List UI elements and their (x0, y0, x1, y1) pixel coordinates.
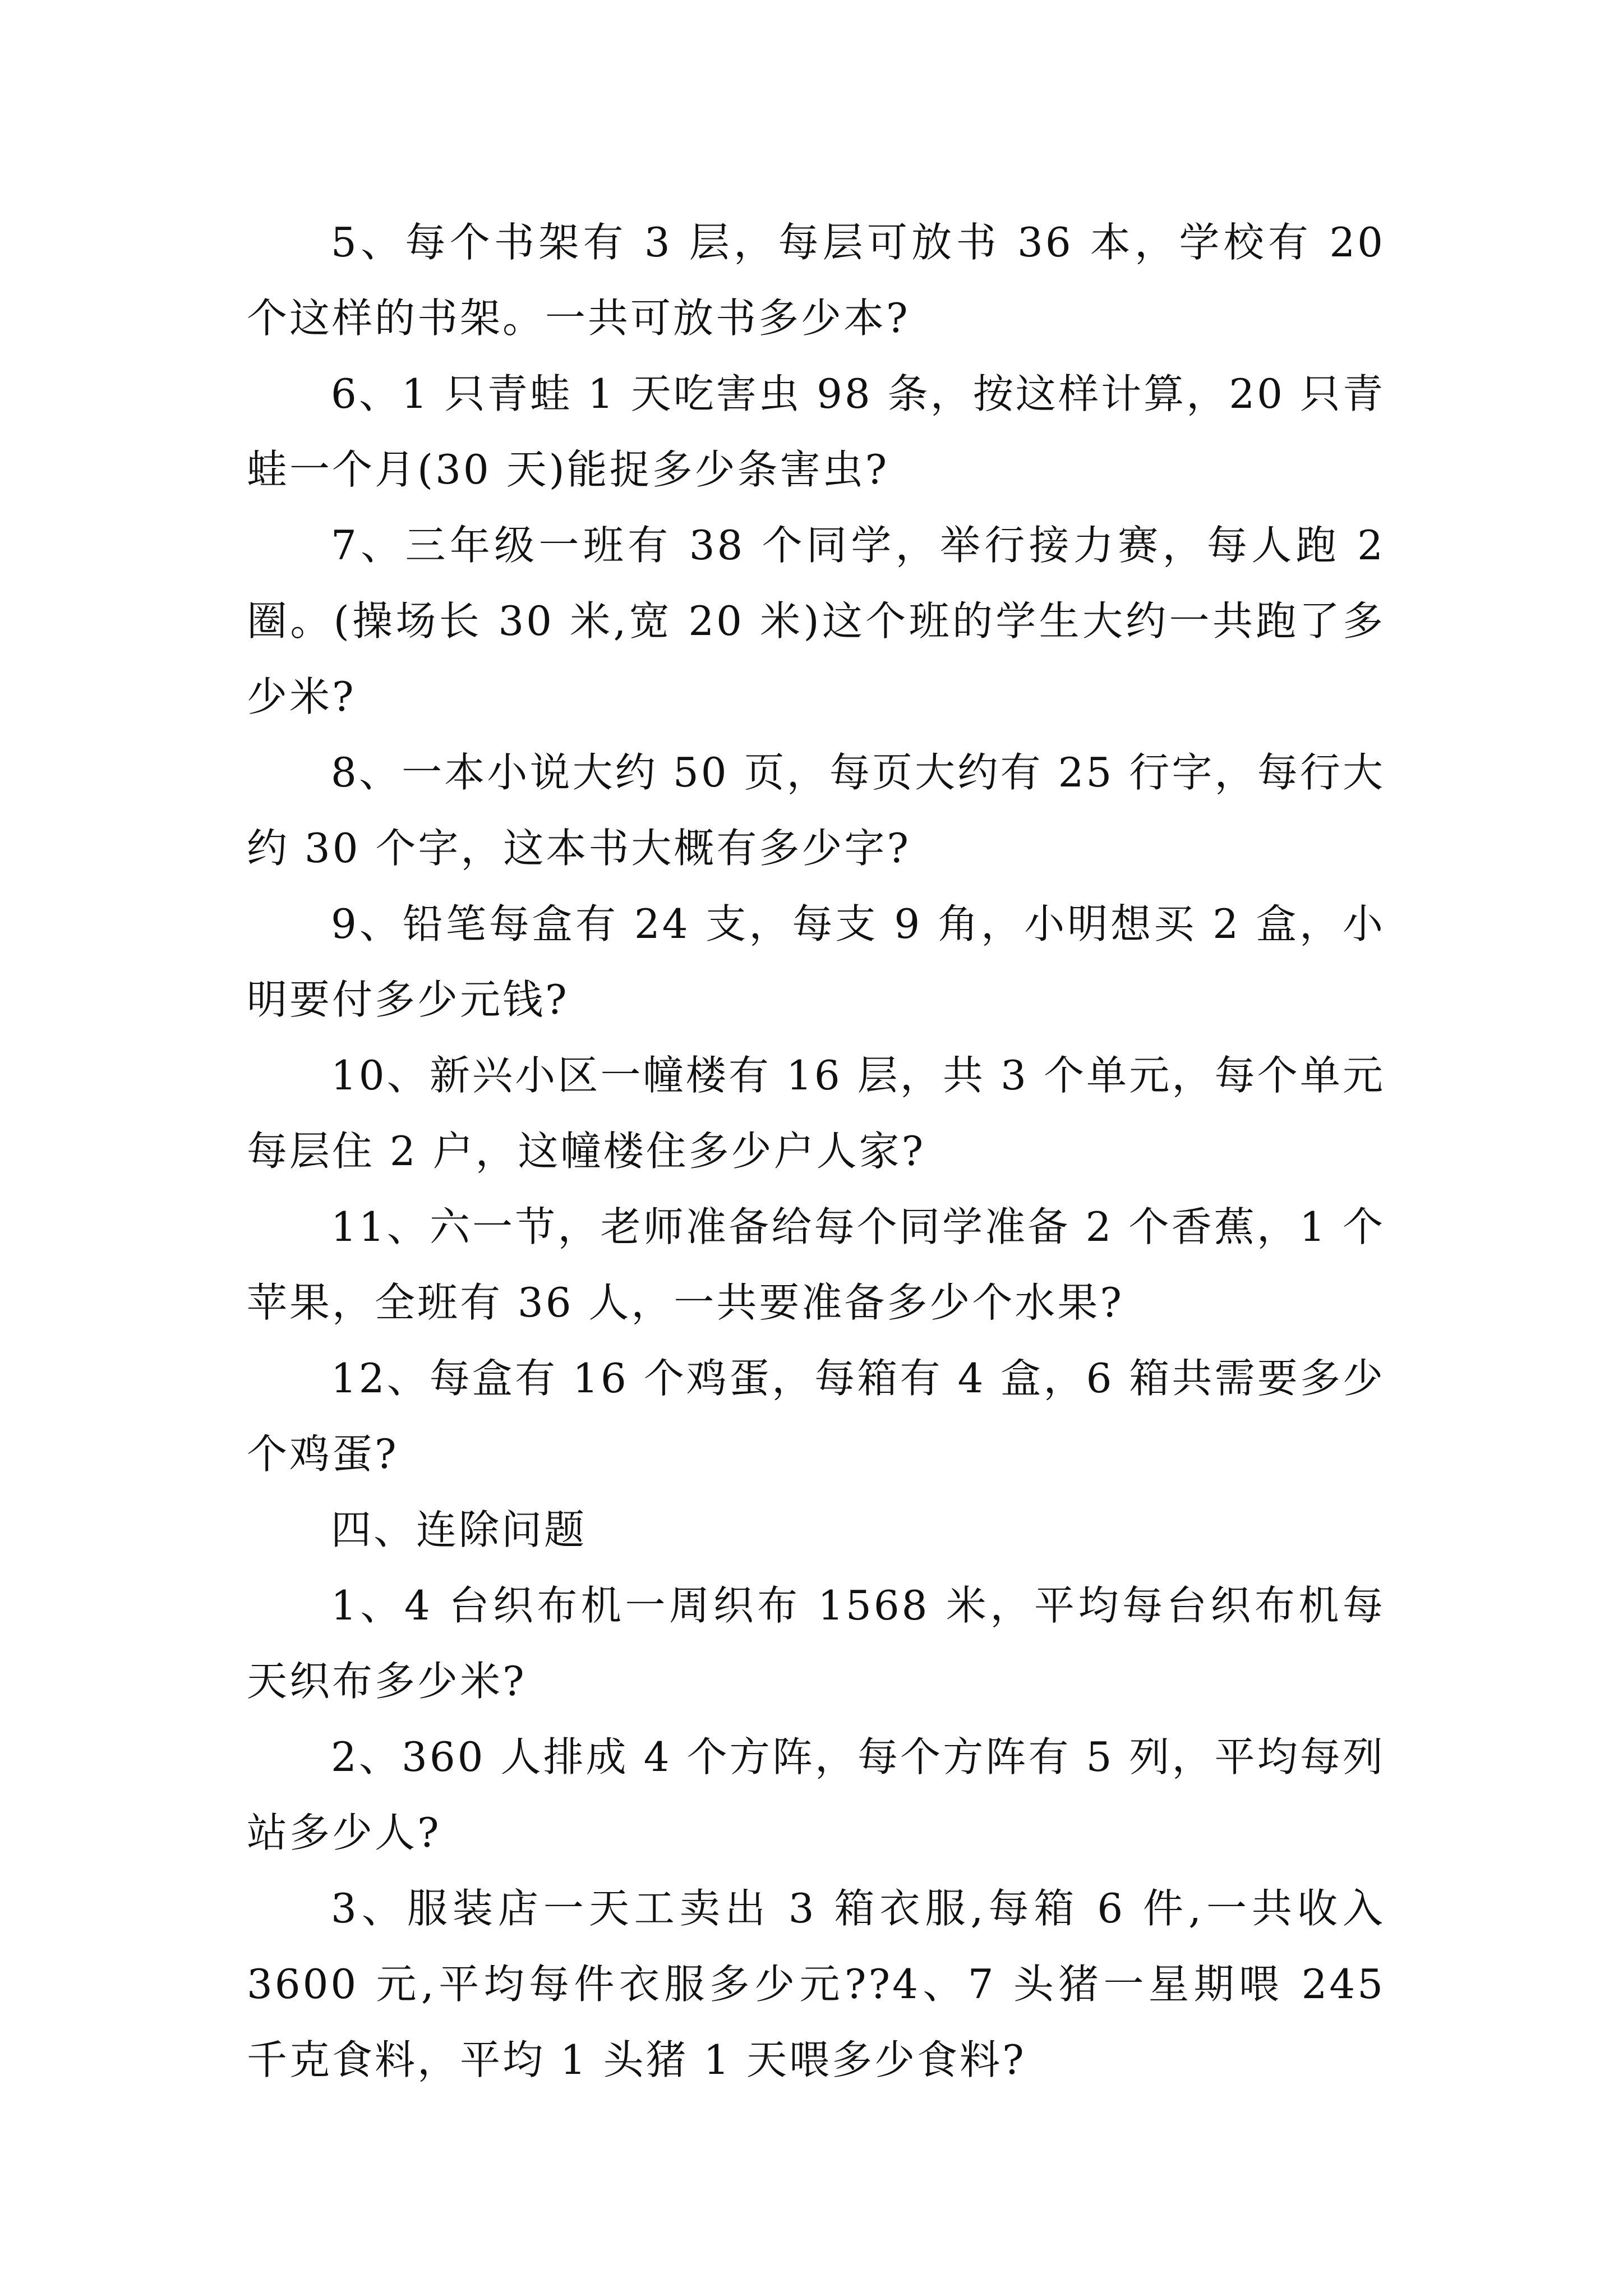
question-6: 6、1 只青蛙 1 天吃害虫 98 条，按这样计算，20 只青蛙一个月(30 天)能捉多少条害虫? (247, 370, 1385, 493)
question-7: 7、三年级一班有 38 个同学，举行接力赛，每人跑 2 圈。(操场长 30 米,宽 20 米)这个班的学生大约一共跑了多少米? (247, 522, 1385, 720)
question-8: 8、一本小说大约 50 页，每页大约有 25 行字，每行大约 30 个字，这本书大概有多少字? (247, 749, 1385, 872)
question-11: 11、六一节，老师准备给每个同学准备 2 个香蕉，1 个苹果，全班有 36 人，一共要准备多少个水果? (247, 1203, 1385, 1326)
section-heading: 四、连除问题 (331, 1506, 587, 1553)
division-question-1: 1、4 台织布机一周织布 1568 米，平均每台织布机每天织布多少米? (247, 1582, 1385, 1705)
question-5: 5、每个书架有 3 层，每层可放书 36 本，学校有 20 个这样的书架。一共可放书多少本? (247, 219, 1385, 342)
question-12: 12、每盒有 16 个鸡蛋，每箱有 4 盒，6 箱共需要多少个鸡蛋? (247, 1355, 1385, 1478)
question-10: 10、新兴小区一幢楼有 16 层，共 3 个单元，每个单元每层住 2 户，这幢楼住多少户人家? (247, 1052, 1385, 1175)
division-question-3: 3、服装店一天工卖出 3 箱衣服,每箱 6 件,一共收入 3600 元,平均每件衣服多少元??4、7 头猪一星期喂 245 千克食料，平均 1 头猪 1 天喂多少食料? (247, 1885, 1385, 2083)
document-body (247, 205, 1385, 2098)
question-9: 9、铅笔每盒有 24 支，每支 9 角，小明想买 2 盒，小明要付多少元钱? (247, 900, 1385, 1023)
division-question-2: 2、360 人排成 4 个方阵，每个方阵有 5 列，平均每列站多少人? (247, 1733, 1385, 1856)
